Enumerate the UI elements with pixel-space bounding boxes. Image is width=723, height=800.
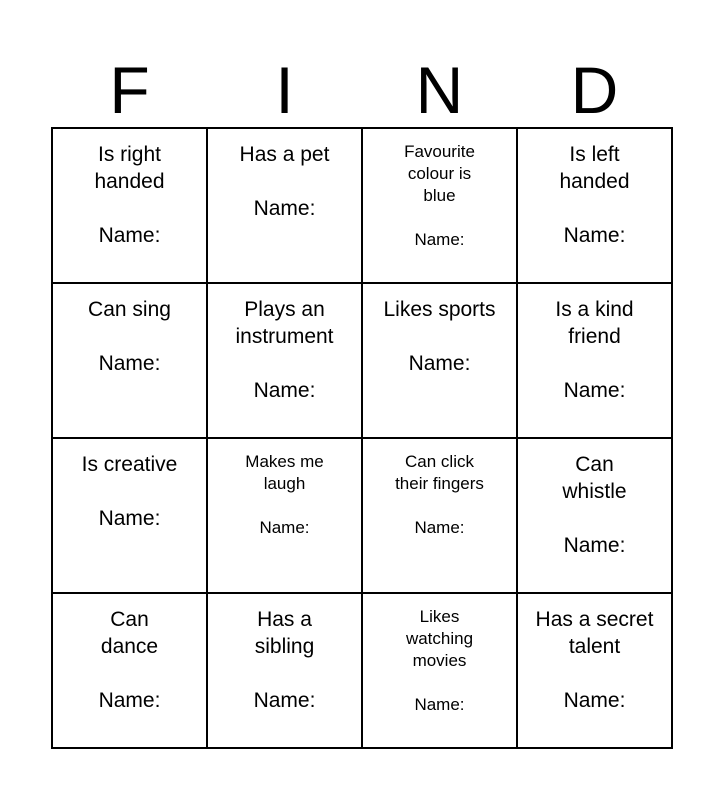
cell-text: Has a sibling Name: xyxy=(253,608,316,712)
header-letter-d: D xyxy=(570,53,619,127)
cell-text: Plays an instrument Name: xyxy=(235,298,334,402)
cell-text: Can click their fingers Name: xyxy=(395,452,484,537)
bingo-cell[interactable] xyxy=(518,439,673,594)
bingo-cell[interactable] xyxy=(208,439,363,594)
bingo-header xyxy=(52,52,672,128)
cell-text: Can sing Name: xyxy=(88,298,171,375)
cell-text: Can dance Name: xyxy=(98,608,161,712)
cell-text: Favourite colour is blue Name: xyxy=(404,142,475,249)
cell-text: Likes watching movies Name: xyxy=(405,607,474,714)
bingo-cell[interactable] xyxy=(208,129,363,284)
header-letter-i: I xyxy=(275,53,294,127)
bingo-cell[interactable] xyxy=(208,284,363,439)
bingo-cell[interactable] xyxy=(363,129,518,284)
cell-text: Has a pet Name: xyxy=(239,143,330,220)
cell-text: Can whistle Name: xyxy=(562,453,627,557)
bingo-cell[interactable] xyxy=(518,594,673,749)
bingo-cell[interactable] xyxy=(208,594,363,749)
header-letter-n: N xyxy=(415,53,464,127)
cell-text: Is creative Name: xyxy=(81,453,178,530)
cell-text: Makes me laugh Name: xyxy=(245,452,324,537)
cell-text: Has a secret talent Name: xyxy=(535,608,654,712)
cell-text: Likes sports Name: xyxy=(383,298,496,375)
bingo-cell[interactable] xyxy=(53,439,208,594)
header-letter-f: F xyxy=(109,53,150,127)
bingo-cell[interactable] xyxy=(518,284,673,439)
bingo-grid xyxy=(51,127,673,749)
cell-text: Is a kind friend Name: xyxy=(555,298,634,402)
bingo-cell[interactable] xyxy=(53,594,208,749)
bingo-cell[interactable] xyxy=(53,284,208,439)
bingo-cell[interactable] xyxy=(363,594,518,749)
bingo-cell[interactable] xyxy=(363,284,518,439)
bingo-cell[interactable] xyxy=(518,129,673,284)
cell-text: Is right handed Name: xyxy=(94,143,165,247)
bingo-cell[interactable] xyxy=(53,129,208,284)
cell-text: Is left handed Name: xyxy=(559,143,630,247)
bingo-cell[interactable] xyxy=(363,439,518,594)
